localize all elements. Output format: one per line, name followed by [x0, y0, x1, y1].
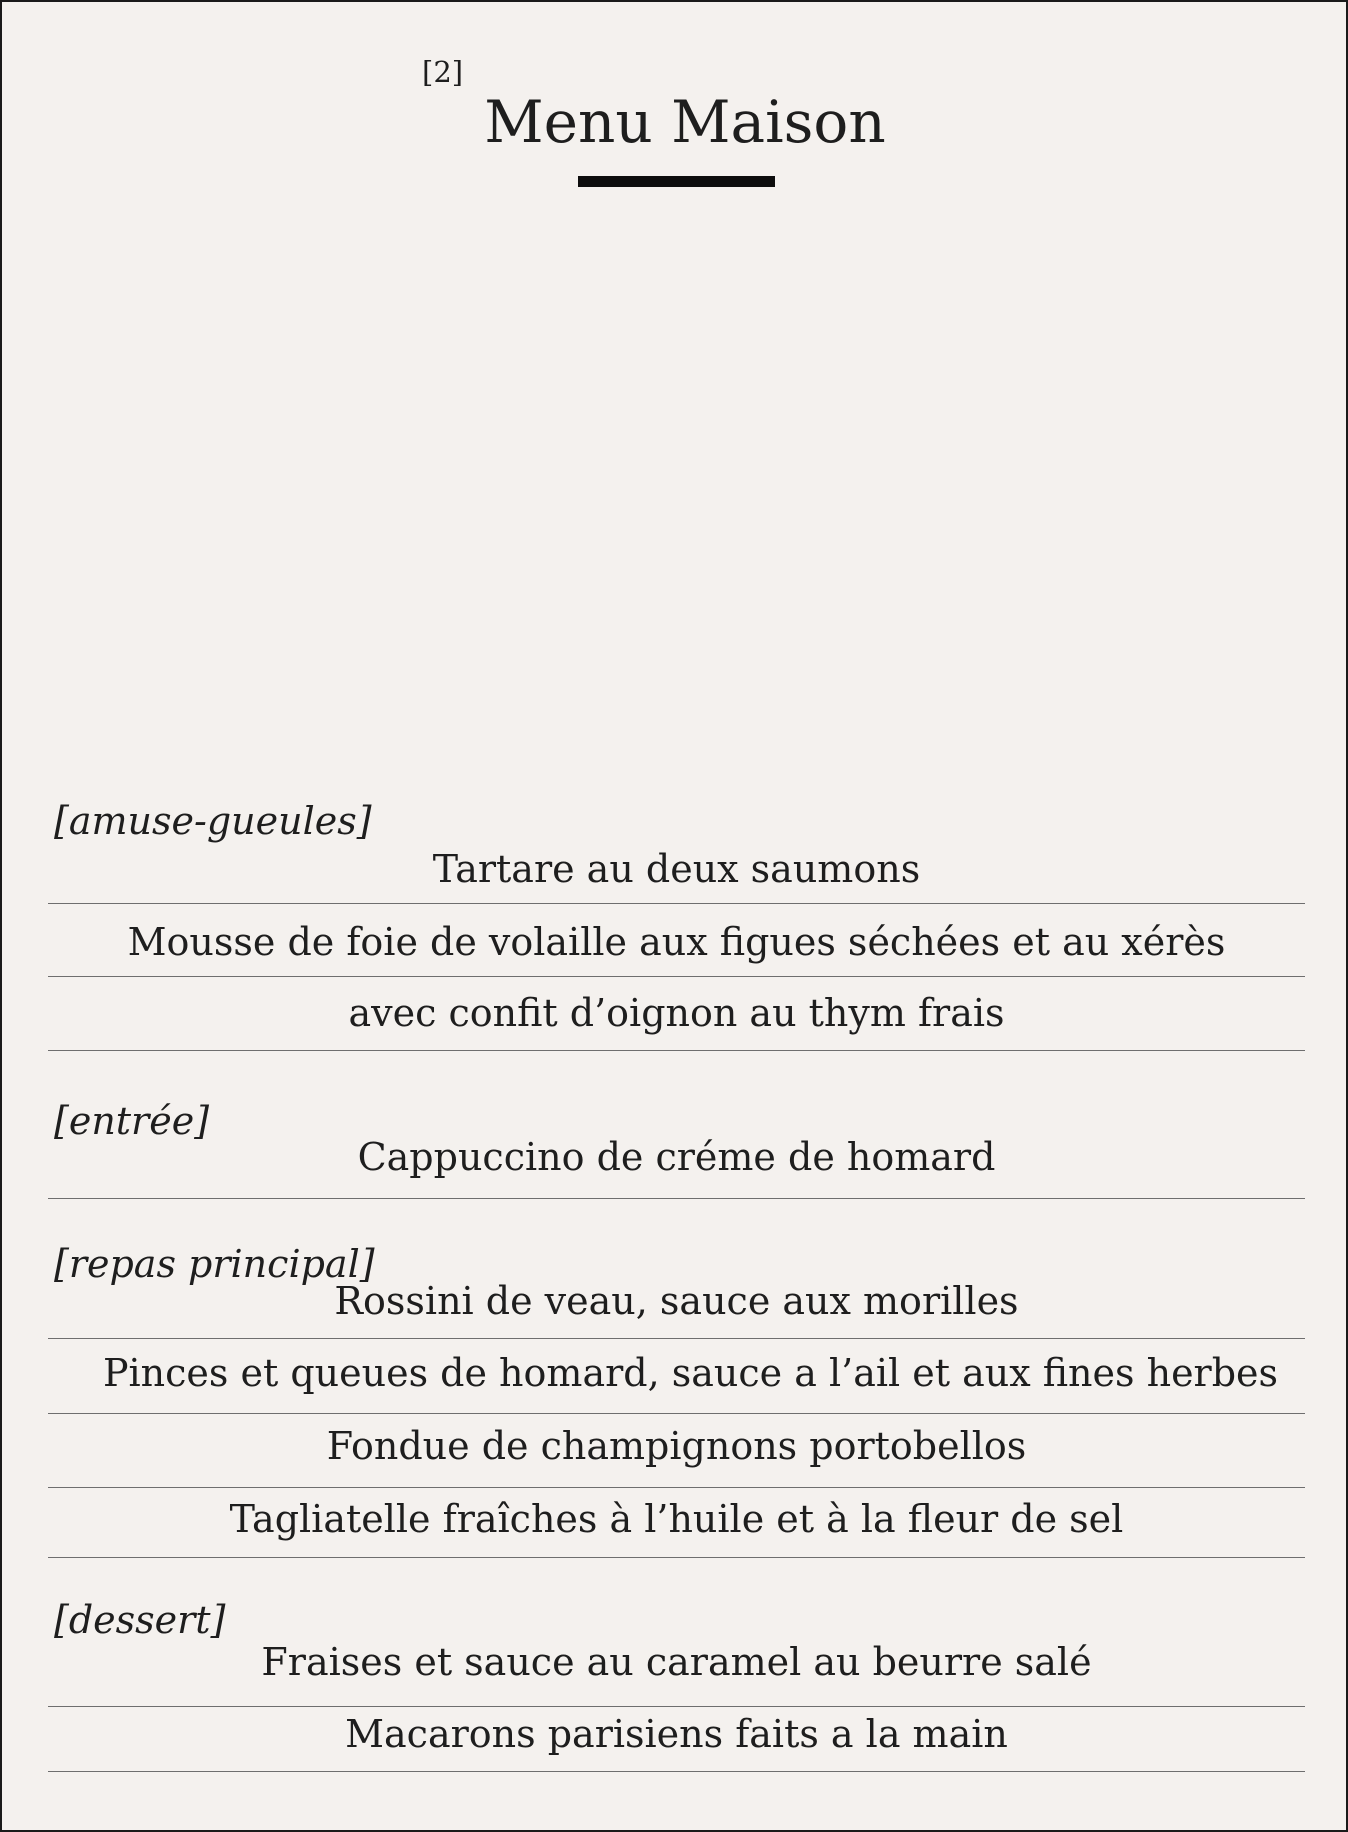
menu-item: avec confit d’oignon au thym frais — [348, 991, 1005, 1035]
menu-item: Tagliatelle fraîches à l’huile et à la fleur de sel — [229, 1497, 1124, 1541]
item-divider — [48, 1706, 1305, 1707]
item-divider — [48, 903, 1305, 904]
section-label-repas-principal: [repas principal] — [54, 1242, 375, 1286]
section-label-amuse-gueules: [amuse-gueules] — [54, 799, 372, 843]
menu-item: Rossini de veau, sauce aux morilles — [334, 1279, 1019, 1323]
section-label-entree: [entrée] — [54, 1099, 210, 1143]
item-divider — [48, 976, 1305, 977]
menu-item: Pinces et queues de homard, sauce a l’ail et aux fines herbes — [102, 1351, 1279, 1395]
item-divider — [48, 1557, 1305, 1558]
menu-item: Macarons parisiens faits a la main — [345, 1712, 1008, 1756]
menu-item: Mousse de foie de volaille aux figues séchées et au xérès — [127, 920, 1226, 964]
item-divider — [48, 1487, 1305, 1488]
item-divider — [48, 1338, 1305, 1339]
page-number: [2] — [422, 55, 464, 89]
item-divider — [48, 1771, 1305, 1772]
section-label-dessert: [dessert] — [54, 1598, 226, 1642]
menu-item: Fraises et sauce au caramel au beurre salé — [261, 1640, 1092, 1684]
menu-item: Fondue de champignons portobellos — [326, 1424, 1027, 1468]
item-divider — [48, 1050, 1305, 1051]
item-divider — [48, 1198, 1305, 1199]
item-divider — [48, 1413, 1305, 1414]
menu-item: Cappuccino de créme de homard — [357, 1135, 996, 1179]
menu-item: Tartare au deux saumons — [432, 847, 921, 891]
title-underline — [578, 176, 775, 187]
menu-title: Menu Maison — [484, 88, 886, 156]
